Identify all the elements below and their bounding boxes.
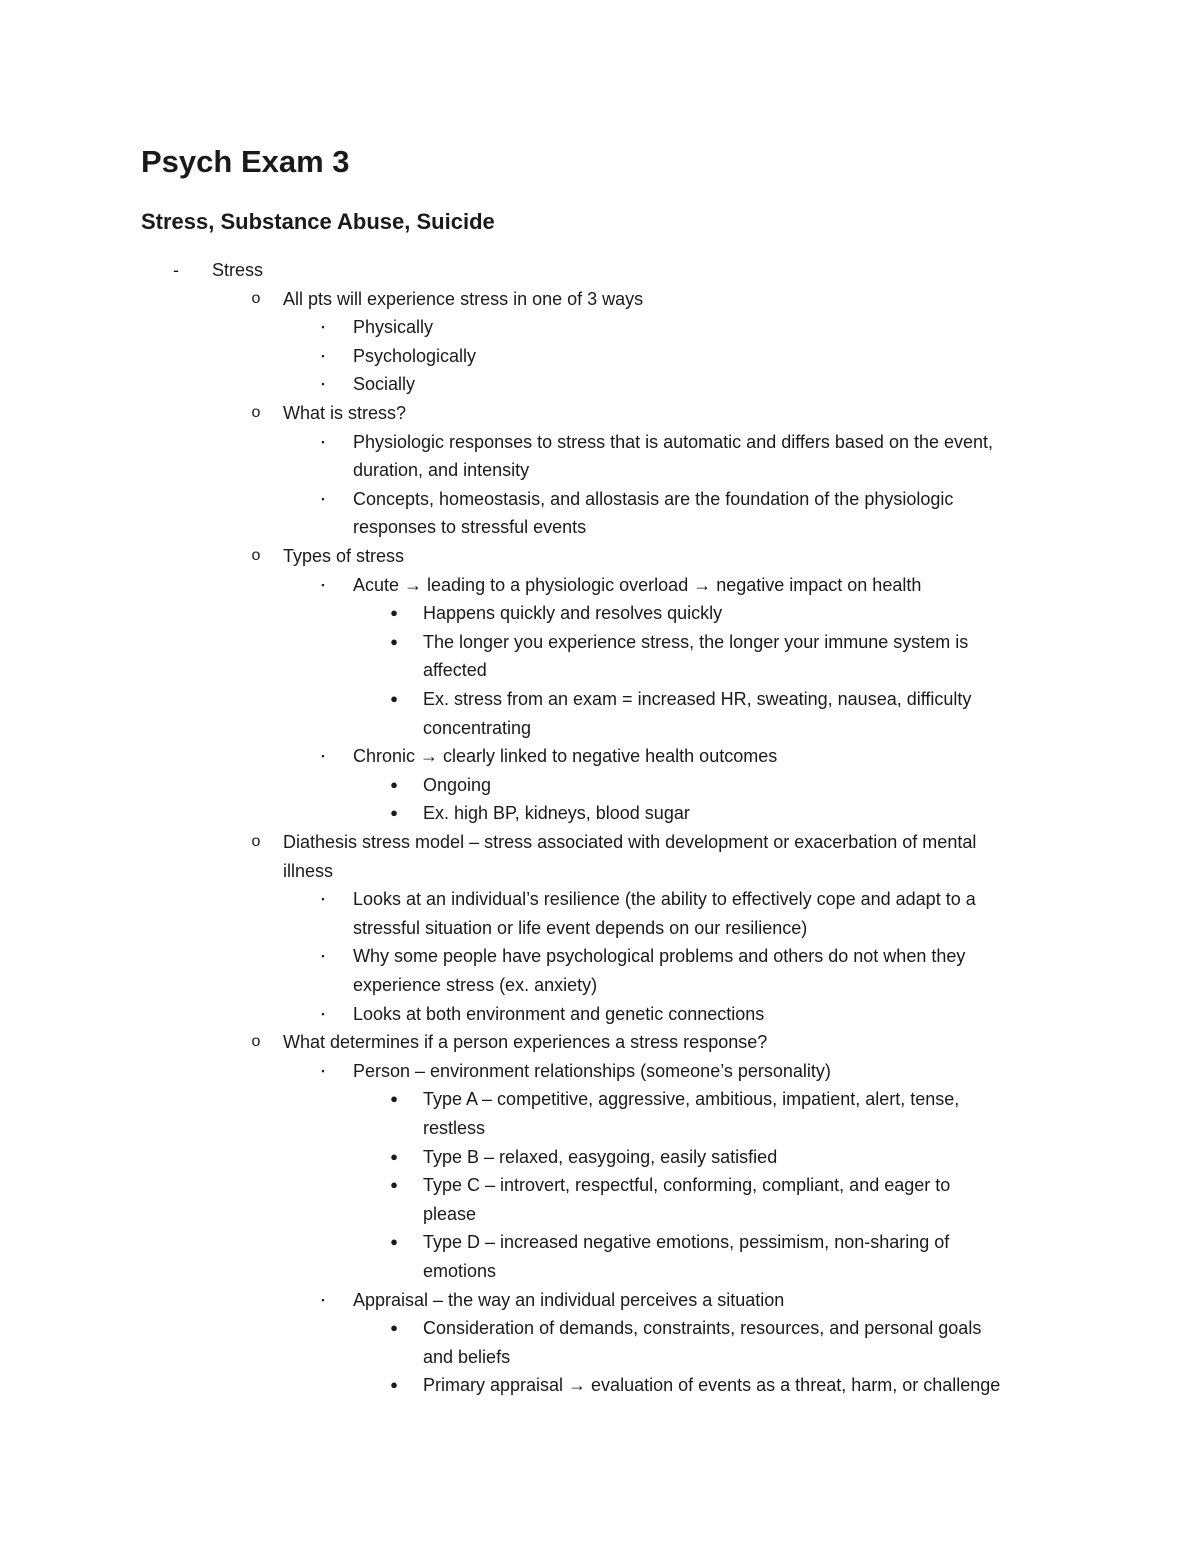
outline-line: affected xyxy=(423,660,487,681)
outline-line: Types of stress xyxy=(283,546,405,566)
dot-bullet-icon: ● xyxy=(390,776,398,792)
square-bullet-icon: ▪ xyxy=(321,579,325,590)
dot-bullet-icon: ● xyxy=(390,1377,398,1393)
outline-line: Type D – increased negative emotions, pessimism, non-sharing of xyxy=(423,1232,950,1253)
outline-line: What is stress? xyxy=(283,403,407,423)
dash-bullet-icon: - xyxy=(173,260,179,280)
outline-line: and beliefs xyxy=(423,1346,511,1367)
outline-line: Type C – introvert, respectful, conforming, compliant, and eager to xyxy=(423,1175,951,1196)
dot-bullet-icon: ● xyxy=(390,633,398,649)
dot-bullet-icon: ● xyxy=(390,805,398,821)
section-heading: Stress, Substance Abuse, Suicide xyxy=(141,209,495,234)
dot-bullet-icon: ● xyxy=(390,1234,398,1250)
outline-line: Primary appraisal → evaluation of events as a threat, harm, or challenge xyxy=(423,1375,1001,1396)
outline-line: responses to stressful events xyxy=(353,517,587,538)
outline-line: stressful situation or life event depends on our resilience) xyxy=(353,917,808,938)
outline-line: Ongoing xyxy=(423,774,492,795)
outline-line: Socially xyxy=(353,374,416,395)
outline-line: Looks at an individual’s resilience (the ability to effectively cope and adapt to a xyxy=(353,889,976,910)
outline-line: What determines if a person experiences a stress response? xyxy=(283,1032,768,1053)
dot-bullet-icon: ● xyxy=(390,605,398,621)
outline-line: emotions xyxy=(423,1261,497,1281)
outline-line: Type A – competitive, aggressive, ambitious, impatient, alert, tense, xyxy=(423,1089,960,1110)
circle-bullet-icon: o xyxy=(251,547,261,564)
outline-line: Ex. high BP, kidneys, blood sugar xyxy=(423,803,690,824)
outline-line: restless xyxy=(423,1118,486,1138)
dot-bullet-icon: ● xyxy=(390,691,398,706)
page-title: Psych Exam 3 xyxy=(141,144,350,179)
circle-bullet-icon: o xyxy=(251,833,261,850)
outline-line: duration, and intensity xyxy=(353,460,530,481)
square-bullet-icon: ▪ xyxy=(321,350,325,361)
square-bullet-icon: ▪ xyxy=(321,1065,325,1076)
outline-line: Type B – relaxed, easygoing, easily satisfied xyxy=(423,1146,778,1167)
outline-line: please xyxy=(423,1203,477,1224)
outline-line: Why some people have psychological problems and others do not when they xyxy=(353,946,966,967)
outline-line: Concepts, homeostasis, and allostasis are the foundation of the physiologic xyxy=(353,488,954,509)
outline-line: experience stress (ex. anxiety) xyxy=(353,975,598,995)
outline-line: Happens quickly and resolves quickly xyxy=(423,603,723,624)
outline-line: illness xyxy=(283,860,334,881)
square-bullet-icon: ▪ xyxy=(321,493,325,504)
dot-bullet-icon: ● xyxy=(390,1148,398,1164)
outline-line: Physiologic responses to stress that is automatic and differs based on the event, xyxy=(353,431,994,452)
outline-line: concentrating xyxy=(423,717,532,738)
dot-bullet-icon: ● xyxy=(390,1320,398,1336)
outline-line: Diathesis stress model – stress associated with development or exacerbation of mental xyxy=(283,832,977,852)
outline-line: The longer you experience stress, the longer your immune system is xyxy=(423,631,969,652)
square-bullet-icon: ▪ xyxy=(321,379,325,390)
circle-bullet-icon: o xyxy=(251,1033,261,1051)
dot-bullet-icon: ● xyxy=(390,1177,398,1193)
square-bullet-icon: ▪ xyxy=(321,322,325,333)
outline-line: Psychologically xyxy=(353,345,477,366)
outline-line: Appraisal – the way an individual perceives a situation xyxy=(353,1289,785,1310)
outline-line: Chronic → clearly linked to negative health outcomes xyxy=(353,746,778,767)
square-bullet-icon: ▪ xyxy=(321,436,325,447)
outline-line: Ex. stress from an exam = increased HR, sweating, nausea, difficulty xyxy=(423,689,972,709)
dot-bullet-icon: ● xyxy=(390,1091,398,1107)
outline-line: All pts will experience stress in one of 3 ways xyxy=(283,288,644,309)
outline-line: Consideration of demands, constraints, resources, and personal goals xyxy=(423,1318,982,1339)
square-bullet-icon: ▪ xyxy=(321,1294,325,1305)
square-bullet-icon: ▪ xyxy=(321,894,325,905)
square-bullet-icon: ▪ xyxy=(321,1008,325,1019)
outline-line: Looks at both environment and genetic connections xyxy=(353,1003,765,1024)
outline-line: Person – environment relationships (someone’s personality) xyxy=(353,1060,831,1081)
square-bullet-icon: ▪ xyxy=(321,751,325,762)
circle-bullet-icon: o xyxy=(251,404,261,421)
square-bullet-icon: ▪ xyxy=(321,951,325,962)
outline-line: Physically xyxy=(353,317,434,338)
outline-line: Stress xyxy=(212,260,264,280)
outline-line: Acute → leading to a physiologic overload → negative impact on health xyxy=(353,574,922,595)
circle-bullet-icon: o xyxy=(251,289,261,307)
